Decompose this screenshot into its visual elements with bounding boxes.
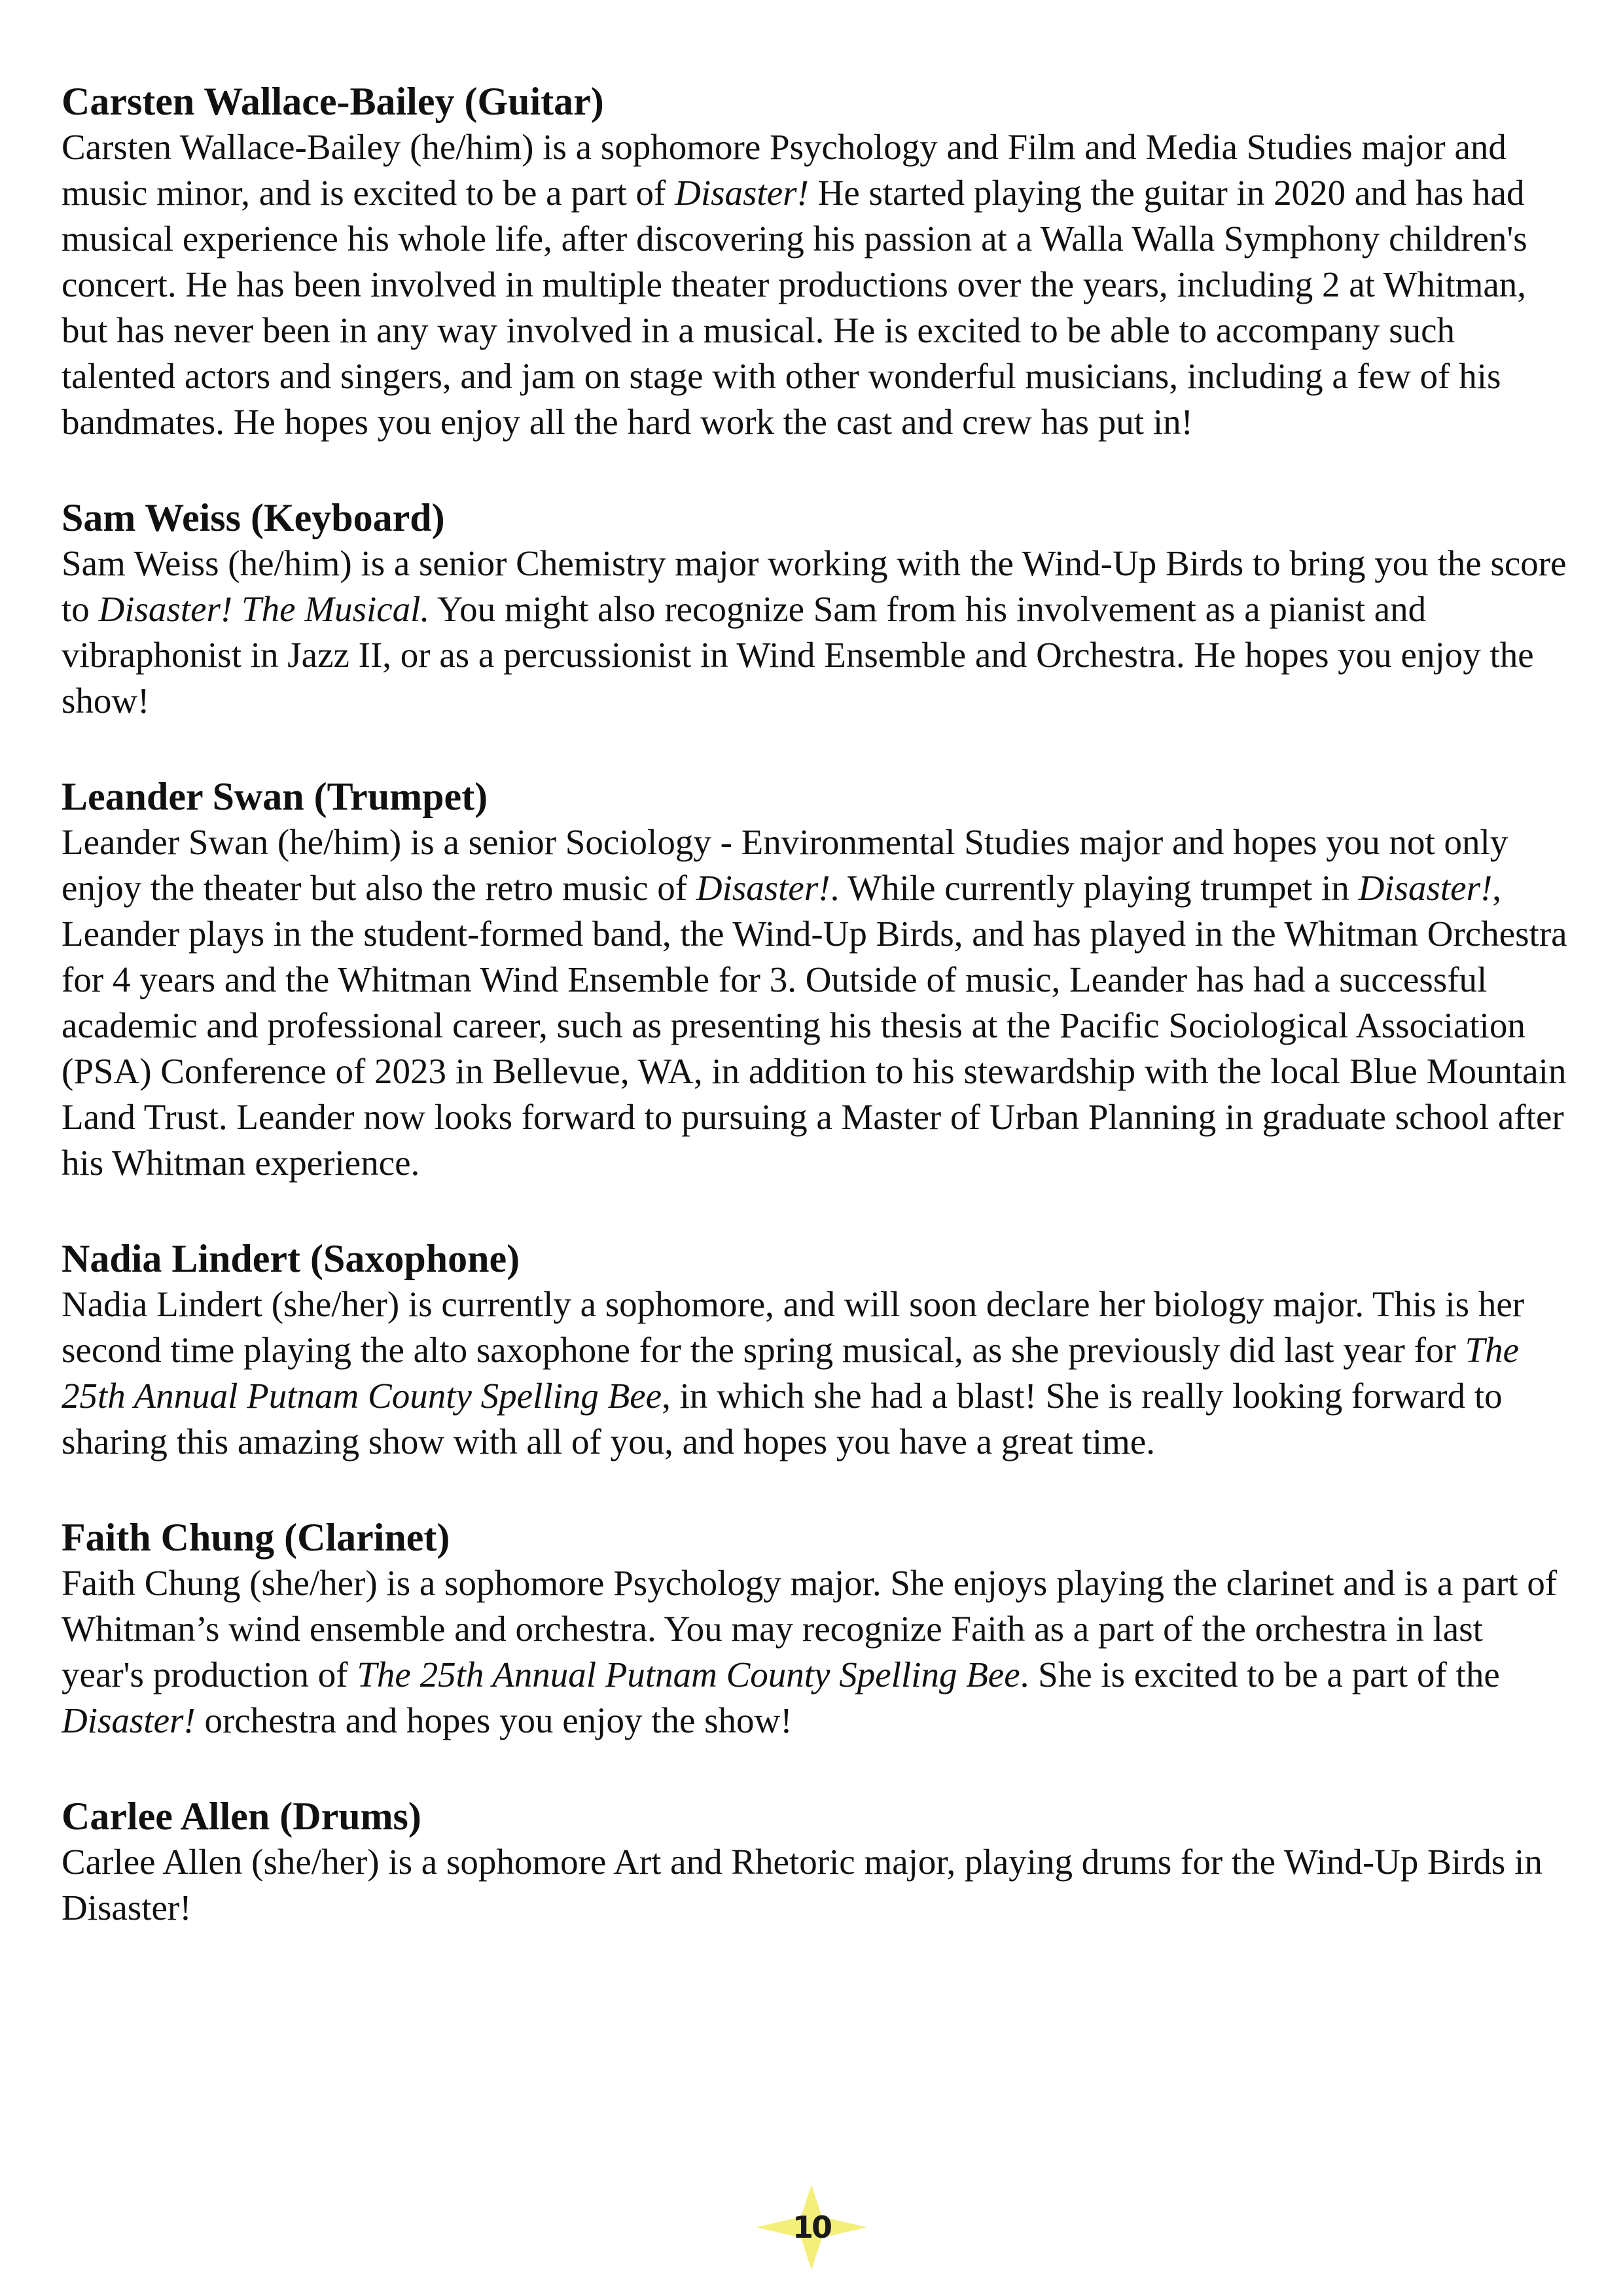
- bio-text: Faith Chung (she/her) is a sophomore Psychology major. She enjoys playing the clarinet and is a part of Whitman’s wind ensemble and orchestra. You may recognize Faith as a part of the orchestra in last year's production of: [62, 1563, 1558, 1695]
- bio-heading: Faith Chung (Clarinet): [62, 1516, 450, 1559]
- bio-text: Carsten Wallace-Bailey (he/him) is a sophomore Psychology and Film and Media Studies major and music minor, and is excited to be a part of: [62, 127, 1507, 213]
- bio-italic-title: Disaster!: [1358, 868, 1493, 908]
- bio-text: Carlee Allen (she/her) is a sophomore Art and Rhetoric major, playing drums for the Wind-Up Birds in Disaster!: [62, 1842, 1543, 1928]
- bio-heading: Carsten Wallace-Bailey (Guitar): [62, 80, 604, 123]
- bio-text: , Leander plays in the student-formed band, the Wind-Up Birds, and has played in the Whitman Orchestra for 4 years and the Whitman Wind Ensemble for 3. Outside of music, Leander has had a successful academic and professional career, such as presenting his thesis at the Pacific Sociological Association (PSA) Conference of 2023 in Bellevue, WA, in addition to his stewardship with the local Blue Mountain Land Trust. Leander now looks forward to pursuing a Master of Urban Planning in graduate school after his Whitman experience.: [62, 868, 1567, 1183]
- bio-body: [62, 541, 1573, 724]
- bio-text: orchestra and hopes you enjoy the show!: [195, 1700, 793, 1740]
- bio-section: [62, 1515, 1573, 1744]
- bio-text: Leander Swan (he/him) is a senior Sociology - Environmental Studies major and hopes you not only enjoy the theater but also the retro music of: [62, 822, 1508, 908]
- bio-body: [62, 819, 1573, 1186]
- bio-section: [62, 495, 1573, 724]
- bio-text: . While currently playing trumpet in: [830, 868, 1359, 908]
- bio-heading: Carlee Allen (Drums): [62, 1795, 421, 1838]
- page-number: 10: [792, 2210, 830, 2245]
- bio-body: [62, 1282, 1573, 1465]
- bio-body: [62, 1560, 1573, 1744]
- bio-text: , in which she had a blast! She is really looking forward to sharing this amazing show with all of you, and hopes you have a great time.: [62, 1376, 1503, 1462]
- bio-italic-title: The 25th Annual Putnam County Spelling Bee: [62, 1330, 1519, 1416]
- bio-italic-title: Disaster!: [62, 1700, 196, 1740]
- bio-italic-title: Disaster!: [696, 868, 830, 908]
- bio-text: You might also recognize Sam from his involvement as a pianist and vibraphonist in Jazz II, or as a percussionist in Wind Ensemble and Orchestra. He hopes you enjoy the show!: [62, 589, 1534, 721]
- bio-heading: Nadia Lindert (Saxophone): [62, 1237, 520, 1280]
- bio-section: [62, 1793, 1573, 1931]
- bio-body: [62, 124, 1573, 445]
- bio-section: [62, 1236, 1573, 1465]
- bio-italic-title: Disaster!: [675, 173, 809, 213]
- bio-text: Sam Weiss (he/him) is a senior Chemistry major working with the Wind-Up Birds to bring you the score to: [62, 543, 1567, 629]
- bio-heading: Sam Weiss (Keyboard): [62, 496, 445, 539]
- bio-body: [62, 1839, 1573, 1931]
- bio-italic-title: Disaster! The Musical.: [98, 589, 430, 629]
- bio-text: He started playing the guitar in 2020 and has had musical experience his whole life, after discovering his passion at a Walla Walla Symphony children's concert. He has been involved in multiple theater productions over the years, including 2 at Whitman, but has never been in any way involved in a musical. He is excited to be able to accompany such talented actors and singers, and jam on stage with other wonderful musicians, including a few of his bandmates. He hopes you enjoy all the hard work the cast and crew has put in!: [62, 173, 1527, 442]
- bio-section: [62, 79, 1573, 445]
- bio-section: [62, 774, 1573, 1186]
- bio-heading: Leander Swan (Trumpet): [62, 775, 488, 818]
- bio-text: . She is excited to be a part of the: [1020, 1655, 1500, 1695]
- bio-italic-title: The 25th Annual Putnam County Spelling Bee: [357, 1655, 1020, 1695]
- bios-page: [62, 79, 1573, 1981]
- bio-text: Nadia Lindert (she/her) is currently a sophomore, and will soon declare her biology major. This is her second time playing the alto saxophone for the spring musical, as she previously did last year for: [62, 1284, 1525, 1370]
- page-number-badge: [756, 2185, 867, 2270]
